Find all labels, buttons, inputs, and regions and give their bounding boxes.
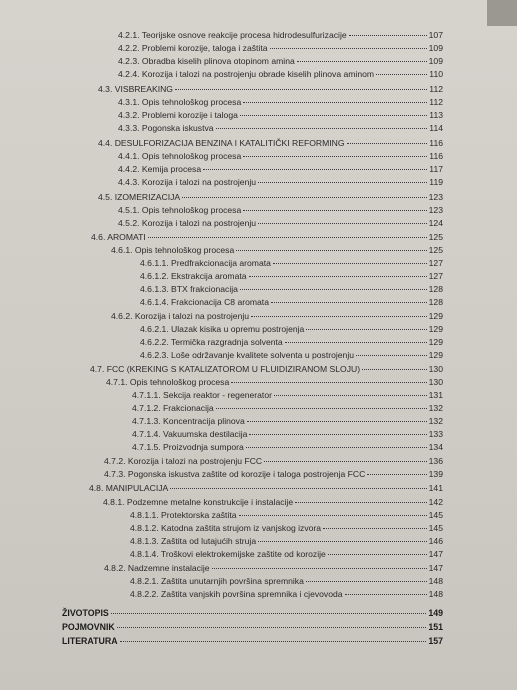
toc-entry-title: 4.4.2. Kemija procesa [118,164,202,174]
toc-entry-4-6-2-1-ulazak-kisika-u-opremu-postrojen [140,324,443,335]
toc-entry-4-3-2-problemi-korozije-i-taloga [118,110,443,121]
dot-leader [247,421,427,422]
toc-entry-4-6-aromati [91,232,443,243]
dot-leader [212,568,427,569]
toc-entry-4-3-3-pogonska-iskustva [118,123,443,134]
toc-entry-title: 4.3.2. Problemi korozije i taloga [118,110,238,120]
toc-entry-4-6-1-4-frakcionacija-c8-aromata [140,297,443,308]
dot-leader [203,169,427,170]
toc-entry-4-8-manipulacija [89,483,443,494]
toc-entry-page-number: 109 [428,56,443,66]
toc-entry-page-number: 142 [428,497,443,507]
dot-leader [367,474,426,475]
toc-entry-title: 4.6.2.2. Termička razgradnja solventa [140,337,283,347]
toc-entry-page-number: 133 [428,429,443,439]
toc-entry-4-8-1-1-protektorska-zastita [130,510,443,521]
toc-entry-title: 4.8.2.2. Zaštita vanjskih površina spremnika i cjevovoda [130,589,343,599]
dot-leader [231,382,426,383]
dot-leader [175,89,427,90]
toc-entry-title: 4.2.3. Obradba kiselih plinova otopinom amina [118,56,295,66]
dot-leader [216,408,427,409]
toc-entry-title: 4.8.2. Nadzemne instalacije [104,563,210,573]
dot-leader [297,61,427,62]
toc-entry-page-number: 131 [428,390,443,400]
toc-entry-title: POJMOVNIK [62,622,115,632]
toc-entry-title: 4.4.1. Opis tehnološkog procesa [118,151,242,161]
dot-leader [251,316,427,317]
toc-entry-4-8-1-podzemne-metalne-konstrukcije-i-in [103,497,443,508]
toc-entry-title: 4.7.1.4. Vakuumska destilacija [132,429,248,439]
toc-entry-page-number: 139 [428,469,443,479]
toc-entry-title: 4.5.1. Opis tehnološkog procesa [118,205,242,215]
toc-entry-page-number: 130 [428,377,443,387]
toc-entry-4-6-1-3-btx-frakcionacija [140,284,443,295]
toc-entry-title: LITERATURA [62,636,118,646]
toc-entry-zivotopis [62,608,443,619]
toc-entry-title: 4.6.1.4. Frakcionacija C8 aromata [140,297,269,307]
toc-entry-title: 4.2.2. Problemi korozije, taloga i zaštita [118,43,268,53]
dot-leader [345,594,427,595]
dot-leader [117,627,427,628]
toc-entry-4-8-2-nadzemne-instalacije [104,563,443,574]
dot-leader [273,263,427,264]
toc-entry-title: 4.7.2. Korozija i talozi na postrojenju FCC [104,456,263,466]
toc-entry-title: 4.6.1. Opis tehnološkog procesa [111,245,235,255]
toc-entry-page-number: 125 [428,245,443,255]
toc-entry-literatura [62,636,443,647]
toc-entry-4-6-1-2-ekstrakcija-aromata [140,271,443,282]
toc-entry-4-8-2-2-zastita-vanjskih-povrsina-spremn [130,589,443,600]
dot-leader [349,35,427,36]
toc-entry-4-7-1-5-proizvodnja-sumpora [132,442,443,453]
toc-entry-4-6-2-korozija-i-talozi-na-postrojenju [111,311,443,322]
toc-entry-title: 4.7.1.5. Proizvodnja sumpora [132,442,244,452]
toc-entry-4-7-1-2-frakcionacija [132,403,443,414]
toc-entry-4-4-3-korozija-i-talozi-na-postrojenju [118,177,443,188]
dot-leader [295,502,427,503]
toc-entry-title: 4.3.3. Pogonska iskustva [118,123,214,133]
toc-entry-page-number: 141 [428,483,443,493]
toc-entry-page-number: 149 [428,608,443,618]
toc-entry-title: 4.8. MANIPULACIJA [89,483,169,493]
toc-entry-page-number: 148 [428,576,443,586]
toc-entry-title: 4.7.3. Pogonska iskustva zaštite od korozije i taloga postrojenja FCC [104,469,366,479]
toc-entry-4-4-1-opis-tehnoloskog-procesa [118,151,443,162]
toc-entry-page-number: 129 [428,337,443,347]
toc-entry-title: 4.6.1.2. Ekstrakcija aromata [140,271,247,281]
toc-entry-4-8-1-3-zastita-od-lutajucih-struja [130,536,443,547]
toc-entry-page-number: 145 [428,510,443,520]
toc-entry-4-7-2-korozija-i-talozi-na-postrojenju-f [104,456,443,467]
toc-entry-page-number: 132 [428,403,443,413]
toc-entry-4-3-visbreaking [98,84,443,95]
toc-entry-page-number: 127 [428,271,443,281]
toc-entry-4-4-desulforizacija-benzina-i-katalitick [98,138,443,149]
toc-entry-page-number: 124 [428,218,443,228]
toc-entry-4-6-1-opis-tehnoloskog-procesa [111,245,443,256]
dot-leader [249,276,427,277]
toc-entry-4-7-1-4-vakuumska-destilacija [132,429,443,440]
toc-entry-page-number: 132 [428,416,443,426]
toc-entry-page-number: 129 [428,324,443,334]
toc-entry-4-6-1-1-predfrakcionacija-aromata [140,258,443,269]
toc-entry-title: 4.6.1.3. BTX frakcionacija [140,284,238,294]
dot-leader [236,250,426,251]
toc-entry-4-2-3-obradba-kiselih-plinova-otopinom-a [118,56,443,67]
toc-entry-title: 4.8.1.4. Troškovi elektrokemijske zaštite od korozije [130,549,326,559]
dot-leader [120,641,427,642]
toc-entry-page-number: 116 [429,138,443,148]
dot-leader [347,143,428,144]
toc-entry-title: 4.8.1.2. Katodna zaštita strujom iz vanjskog izvora [130,523,322,533]
toc-entry-4-5-izomerizacija [98,192,443,203]
toc-entry-4-7-1-1-sekcija-reaktor-regenerator [132,390,443,401]
toc-entry-page-number: 123 [428,205,443,215]
toc-entry-page-number: 127 [428,258,443,268]
toc-entry-title: 4.8.2.1. Zaštita unutarnjih površina spremnika [130,576,304,586]
toc-entry-title: 4.2.1. Teorijske osnove reakcije procesa hidrodesulfurizacije [118,30,347,40]
toc-entry-title: 4.8.1.3. Zaštita od lutajućih struja [130,536,257,546]
dot-leader [148,237,427,238]
toc-entry-page-number: 147 [428,563,443,573]
toc-entry-page-number: 157 [428,636,443,646]
toc-entry-page-number: 151 [428,622,443,632]
toc-entry-page-number: 112 [429,84,443,94]
toc-entry-title: 4.4. DESULFORIZACIJA BENZINA I KATALITIČKI REFORMING [98,138,345,148]
toc-entry-page-number: 123 [428,192,443,202]
dot-leader [243,210,426,211]
toc-entry-page-number: 134 [428,442,443,452]
dot-leader [270,48,427,49]
toc-entry-title: 4.7.1. Opis tehnološkog procesa [106,377,230,387]
toc-entry-4-2-1-teorijske-osnove-reakcije-procesa- [118,30,443,41]
toc-entry-page-number: 129 [428,350,443,360]
toc-entry-title: 4.6.2. Korozija i talozi na postrojenju [111,311,250,321]
dot-leader [239,515,427,516]
toc-entry-page-number: 112 [429,97,443,107]
toc-entry-page-number: 113 [429,110,443,120]
dot-leader [243,102,427,103]
toc-entry-title: 4.7. FCC (KREKING S KATALIZATOROM U FLUIDIZIRANOM SLOJU) [90,364,361,374]
toc-entry-title: 4.3.1. Opis tehnološkog procesa [118,97,242,107]
toc-entry-title: 4.8.1. Podzemne metalne konstrukcije i instalacije [103,497,294,507]
dot-leader [376,74,427,75]
toc-entry-page-number: 117 [429,164,443,174]
toc-entry-page-number: 130 [428,364,443,374]
toc-entry-title: 4.6.2.3. Loše održavanje kvalitete solventa u postrojenju [140,350,355,360]
toc-entry-title: 4.6.1.1. Predfrakcionacija aromata [140,258,271,268]
toc-entry-4-8-1-2-katodna-zastita-strujom-iz-vanjs [130,523,443,534]
dot-leader [356,355,427,356]
toc-entry-title: 4.5. IZOMERIZACIJA [98,192,181,202]
toc-entry-4-5-1-opis-tehnoloskog-procesa [118,205,443,216]
toc-entry-title: 4.5.2. Korozija i talozi na postrojenju [118,218,257,228]
dot-leader [258,182,427,183]
toc-entry-title: 4.7.1.3. Koncentracija plinova [132,416,245,426]
toc-entry-page-number: 128 [428,297,443,307]
dot-leader [264,461,427,462]
toc-entry-page-number: 119 [429,177,443,187]
dot-leader [258,541,427,542]
toc-entry-page-number: 128 [428,284,443,294]
toc-entry-4-7-fcc-kreking-s-katalizatorom-u-fluidi [90,364,443,375]
toc-entry-4-7-3-pogonska-iskustva-zastite-od-koroz [104,469,443,480]
toc-entry-4-2-4-korozija-i-talozi-na-postrojenju-o [118,69,443,80]
dot-leader [323,528,427,529]
toc-entry-page-number: 145 [428,523,443,533]
toc-entry-4-7-1-3-koncentracija-plinova [132,416,443,427]
toc-entry-4-8-1-4-troskovi-elektrokemijske-zastite [130,549,443,560]
dot-leader [362,369,427,370]
toc-entry-4-2-2-problemi-korozije-taloga-i-zastita [118,43,443,54]
toc-entry-4-3-1-opis-tehnoloskog-procesa [118,97,443,108]
toc-entry-page-number: 148 [428,589,443,599]
toc-entry-pojmovnik [62,622,443,633]
dot-leader [271,302,427,303]
toc-entry-title: 4.8.1.1. Protektorska zaštita [130,510,237,520]
dot-leader [243,156,427,157]
dot-leader [216,128,428,129]
toc-entry-page-number: 109 [428,43,443,53]
toc-entry-title: ŽIVOTOPIS [62,608,109,618]
toc-entry-title: 4.6. AROMATI [91,232,146,242]
dot-leader [111,613,427,614]
dot-leader [249,434,426,435]
toc-entry-page-number: 147 [428,549,443,559]
toc-entry-4-8-2-1-zastita-unutarnjih-povrsina-spre [130,576,443,587]
dot-leader [240,115,427,116]
toc-entry-page-number: 114 [429,123,443,133]
toc-entry-page-number: 125 [428,232,443,242]
dot-leader [246,447,427,448]
toc-entry-page-number: 129 [428,311,443,321]
toc-entry-4-7-1-opis-tehnoloskog-procesa [106,377,443,388]
toc-entry-page-number: 110 [429,69,443,79]
dot-leader [306,329,426,330]
dot-leader [170,488,426,489]
dot-leader [240,289,427,290]
toc-entry-page-number: 107 [428,30,443,40]
toc-entry-4-6-2-2-termicka-razgradnja-solventa [140,337,443,348]
dot-leader [182,197,427,198]
toc-entry-4-4-2-kemija-procesa [118,164,443,175]
dot-leader [285,342,427,343]
toc-entry-title: 4.2.4. Korozija i talozi na postrojenju obrade kiselih plinova aminom [118,69,375,79]
toc-entry-4-5-2-korozija-i-talozi-na-postrojenju [118,218,443,229]
toc-entry-page-number: 136 [428,456,443,466]
toc-entry-title: 4.7.1.1. Sekcija reaktor - regenerator [132,390,272,400]
dot-leader [306,581,427,582]
toc-entry-page-number: 116 [429,151,443,161]
toc-entry-title: 4.4.3. Korozija i talozi na postrojenju [118,177,257,187]
toc-entry-title: 4.6.2.1. Ulazak kisika u opremu postrojenja [140,324,305,334]
toc-entry-4-6-2-3-lose-odrzavanje-kvalitete-solven [140,350,443,361]
dot-leader [328,554,427,555]
toc-entry-title: 4.7.1.2. Frakcionacija [132,403,214,413]
dot-leader [258,223,427,224]
toc-entry-page-number: 146 [428,536,443,546]
toc-entry-title: 4.3. VISBREAKING [98,84,173,94]
dot-leader [274,395,427,396]
